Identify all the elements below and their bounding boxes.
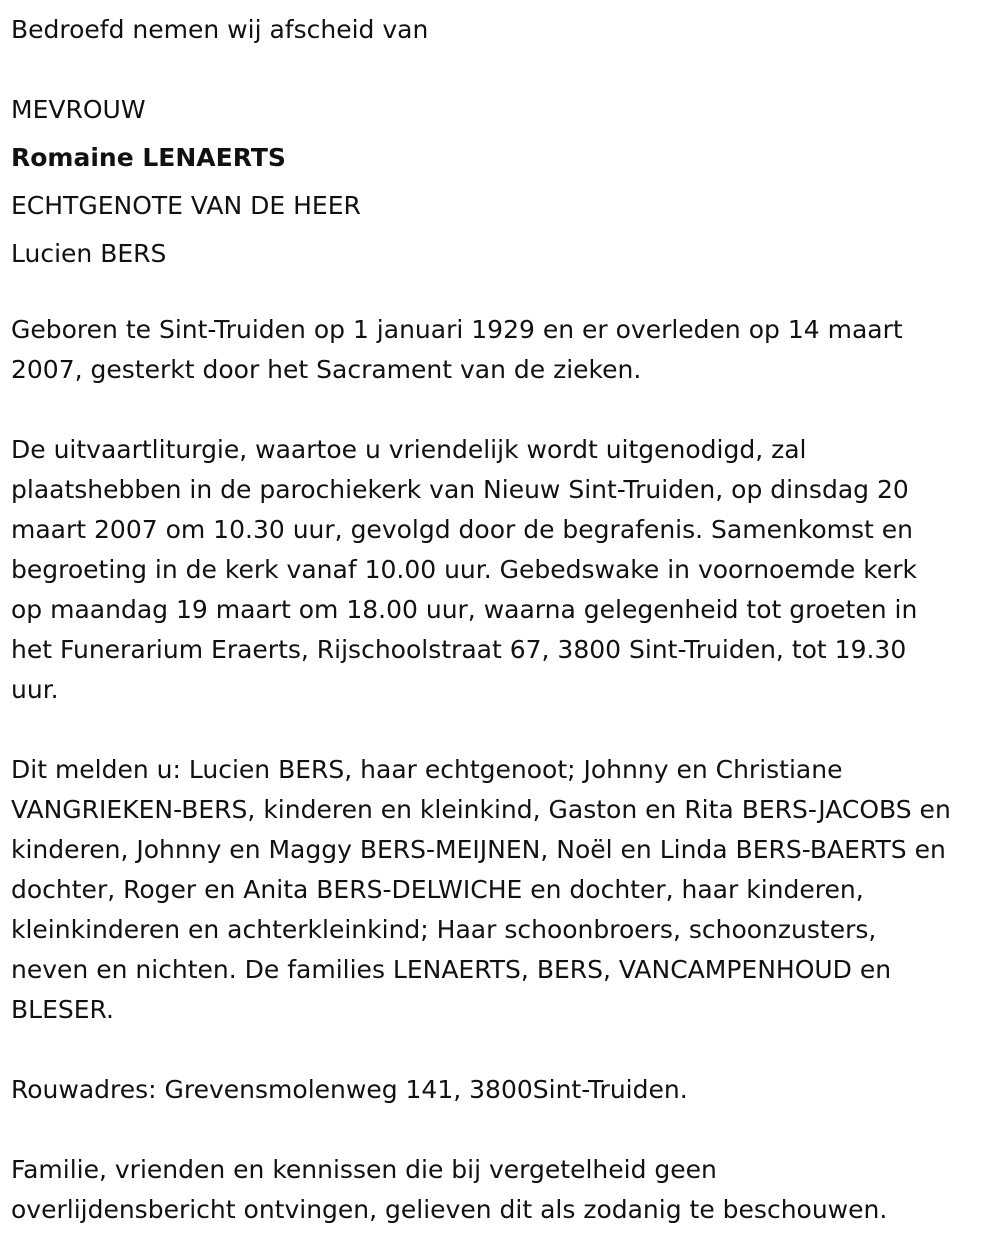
spacer (11, 278, 996, 310)
relation-text: ECHTGENOTE VAN DE HEER (11, 191, 361, 220)
spouse-name: Lucien BERS (11, 239, 167, 268)
spacer (11, 1110, 996, 1150)
deceased-name: Romaine LENAERTS (11, 143, 286, 172)
salutation-title: MEVROUW (11, 95, 146, 124)
mourning-address: Rouwadres: Grevensmolenweg 141, 3800Sint-Truiden. (11, 1075, 688, 1104)
announced-by-paragraph: Dit melden u: Lucien BERS, haar echtgenoot; Johnny en Christiane VANGRIEKEN-BERS, kinderen en kleinkind, Gaston en Rita BERS-JACOBS en kinderen, Johnny en Maggy BERS-MEIJNEN, Noël en Linda BERS-BAERTS en dochter, Roger en Anita BERS-DELWICHE en dochter, haar kinderen, kleinkinderen en achterkleinkind; Haar schoonbroers, schoonzusters, neven en nichten. De families LENAERTS, BERS, VANCAMPENHOUD en BLESER. (11, 755, 951, 1024)
funeral-paragraph: De uitvaartliturgie, waartoe u vriendelijk wordt uitgenodigd, zal plaatshebben in de parochiekerk van Nieuw Sint-Truiden, op dinsdag 20 maart 2007 om 10.30 uur, gevolgd door de begrafenis. Samenkomst en begroeting in de kerk vanaf 10.00 uur. Gebedswake in voornoemde kerk op maandag 19 maart om 18.00 uur, waarna gelegenheid tot groeten in het Funerarium Eraerts, Rijschoolstraat 67, 3800 Sint-Truiden, tot 19.30 uur. (11, 435, 918, 704)
closing-paragraph: Familie, vrienden en kennissen die bij vergetelheid geen overlijdensbericht ontvingen, gelieven dit als zodanig te beschouwen. (11, 1155, 888, 1224)
spacer (11, 1030, 996, 1070)
birth-death-paragraph: Geboren te Sint-Truiden op 1 januari 1929 en er overleden op 14 maart 2007, gesterkt door het Sacrament van de zieken. (11, 315, 903, 384)
death-notice (11, 6, 996, 1230)
spacer (11, 390, 996, 430)
spacer (11, 710, 996, 750)
intro-text: Bedroefd nemen wij afscheid van (11, 15, 429, 44)
spacer (11, 54, 996, 86)
